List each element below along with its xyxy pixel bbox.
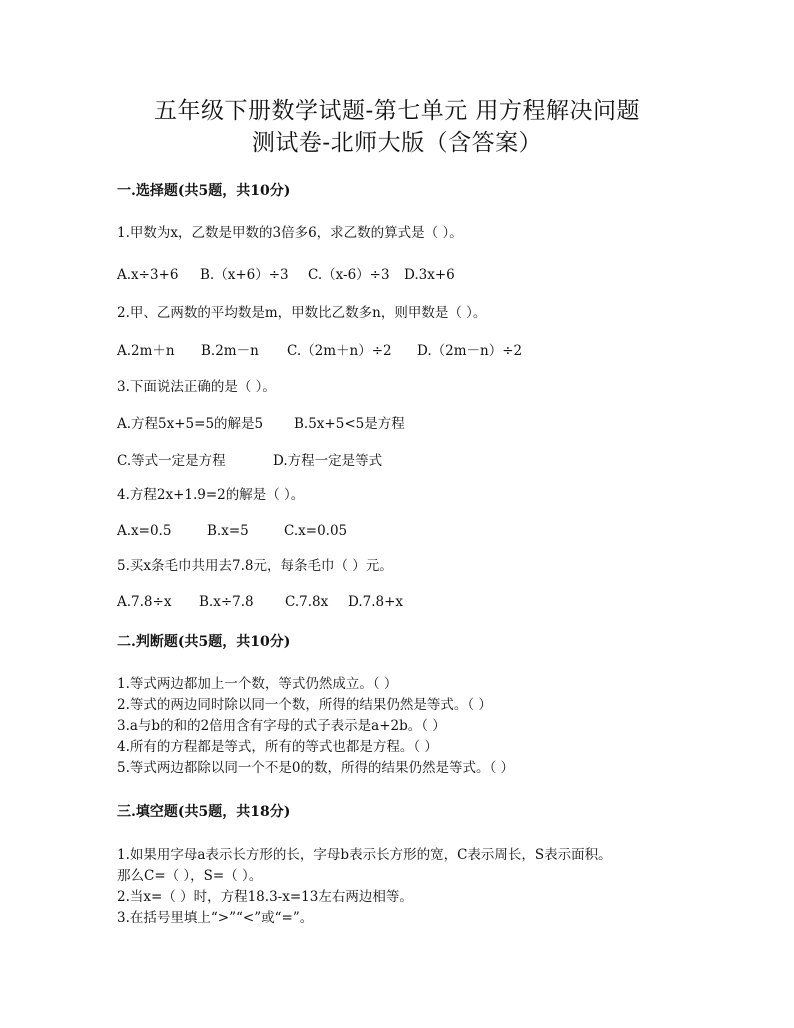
option: A.x=0.5 <box>117 523 172 539</box>
page-subtitle: 测试卷-北师大版（含答案） <box>251 130 543 156</box>
question-text: 2.甲、乙两数的平均数是m，甲数比乙数多n，则甲数是（ ）。 <box>117 305 487 321</box>
judgement-list <box>117 674 514 779</box>
option: B.x=5 <box>207 523 249 539</box>
list-item: 1.如果用字母a表示长方形的长，字母b表示长方形的宽，C表示周长，S表示面积。 <box>117 847 612 863</box>
option: D.（2m－n）÷2 <box>417 343 523 359</box>
list-item: 5.等式两边都除以同一个不是0的数，所得的结果仍然是等式。（ ） <box>117 760 515 776</box>
list-item: 那么C=（ ），S=（ ）。 <box>117 868 263 884</box>
option-row <box>117 521 347 541</box>
option-row <box>117 451 382 471</box>
option-row <box>117 414 405 434</box>
option: B.2m－n <box>201 343 259 359</box>
section-heading-judgement: 二.判断题(共5题，共10分) <box>117 634 291 650</box>
option: D.3x+6 <box>404 267 455 283</box>
page-title: 五年级下册数学试题-第七单元 用方程解决问题 <box>153 98 641 124</box>
option-row <box>117 341 522 361</box>
option: C.（2m＋n）÷2 <box>287 343 392 359</box>
option: B.x÷7.8 <box>199 594 254 610</box>
option: A.x÷3+6 <box>117 267 179 283</box>
list-item: 2.等式的两边同时除以同一个数，所得的结果仍然是等式。（ ） <box>117 697 492 713</box>
option-row <box>117 592 403 612</box>
option: C.x=0.05 <box>284 523 348 539</box>
option: B.（x+6）÷3 <box>200 267 289 283</box>
list-item: 1.等式两边都加上一个数，等式仍然成立。（ ） <box>117 676 398 692</box>
list-item: 3.在括号里填上“>”“<”或“=”。 <box>117 910 314 926</box>
option: B.5x+5<5是方程 <box>294 416 405 432</box>
question-text: 1.甲数为x，乙数是甲数的3倍多6，求乙数的算式是（ ）。 <box>117 225 463 241</box>
option: A.7.8÷x <box>117 594 172 610</box>
section-heading-fill-in: 三.填空题(共5题，共18分) <box>117 804 291 820</box>
option: C.7.8x <box>285 594 329 610</box>
option: A.2m＋n <box>117 343 175 359</box>
option-row <box>117 265 455 285</box>
option: C.（x-6）÷3 <box>308 267 390 283</box>
question-text: 4.方程2x+1.9=2的解是（ ）。 <box>117 487 305 503</box>
question-text: 5.买x条毛巾共用去7.8元，每条毛巾（ ）元。 <box>117 558 393 574</box>
option: C.等式一定是方程 <box>117 453 226 469</box>
question-text: 3.下面说法正确的是（ ）。 <box>117 379 276 395</box>
option: D.方程一定是等式 <box>273 453 383 469</box>
option: D.7.8+x <box>348 594 404 610</box>
fill-in-list <box>117 845 612 929</box>
option: A.方程5x+5=5的解是5 <box>117 416 264 432</box>
list-item: 3.a与b的和的2倍用含有字母的式子表示是a+2b。（ ） <box>117 718 446 734</box>
list-item: 4.所有的方程都是等式，所有的等式也都是方程。（ ） <box>117 739 438 755</box>
list-item: 2.当x=（ ）时，方程18.3-x=13左右两边相等。 <box>117 889 413 905</box>
section-heading-choice: 一.选择题(共5题，共10分) <box>117 183 291 199</box>
